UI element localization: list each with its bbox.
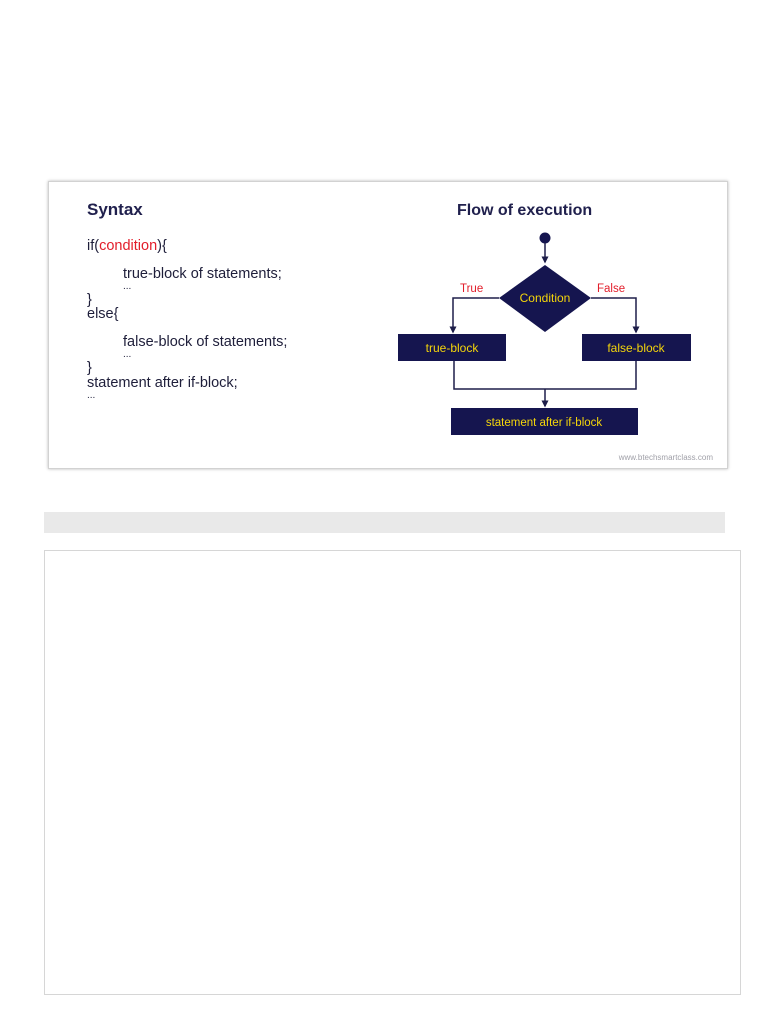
flow-title: Flow of execution [457, 202, 593, 219]
condition-label: Condition [519, 291, 571, 305]
after-if-label: statement after if-block [485, 417, 603, 429]
code-line-close-brace: } [87, 292, 92, 308]
true-branch-label: True [460, 283, 484, 295]
syntax-title: Syntax [87, 200, 143, 219]
code-line-close-brace: } [87, 360, 92, 376]
code-line-else: else{ [87, 306, 119, 322]
condition-keyword: condition [99, 238, 158, 254]
false-block-label: false-block [607, 341, 665, 355]
false-branch-label: False [597, 283, 626, 295]
watermark: www.btechsmartclass.com [618, 453, 713, 462]
code-line-ellipsis: ... [123, 281, 132, 292]
if-keyword: if( [87, 238, 100, 254]
false-branch-arrow [591, 298, 636, 332]
true-branch-arrow [453, 298, 499, 332]
empty-content-panel [44, 550, 741, 995]
if-open-brace: ){ [157, 238, 167, 254]
code-line-ellipsis: ... [123, 349, 132, 360]
code-line-ellipsis: ... [87, 390, 96, 401]
code-line-after-if: statement after if-block; [87, 375, 238, 391]
code-line-true-block: true-block of statements; [123, 266, 282, 282]
merge-line [454, 361, 636, 389]
if-else-illustration [48, 181, 728, 469]
flowchart [49, 182, 729, 470]
true-block-label: true-block [425, 341, 479, 355]
code-line-false-block: false-block of statements; [123, 334, 288, 350]
gray-divider-bar [44, 512, 725, 533]
start-node [540, 233, 551, 244]
